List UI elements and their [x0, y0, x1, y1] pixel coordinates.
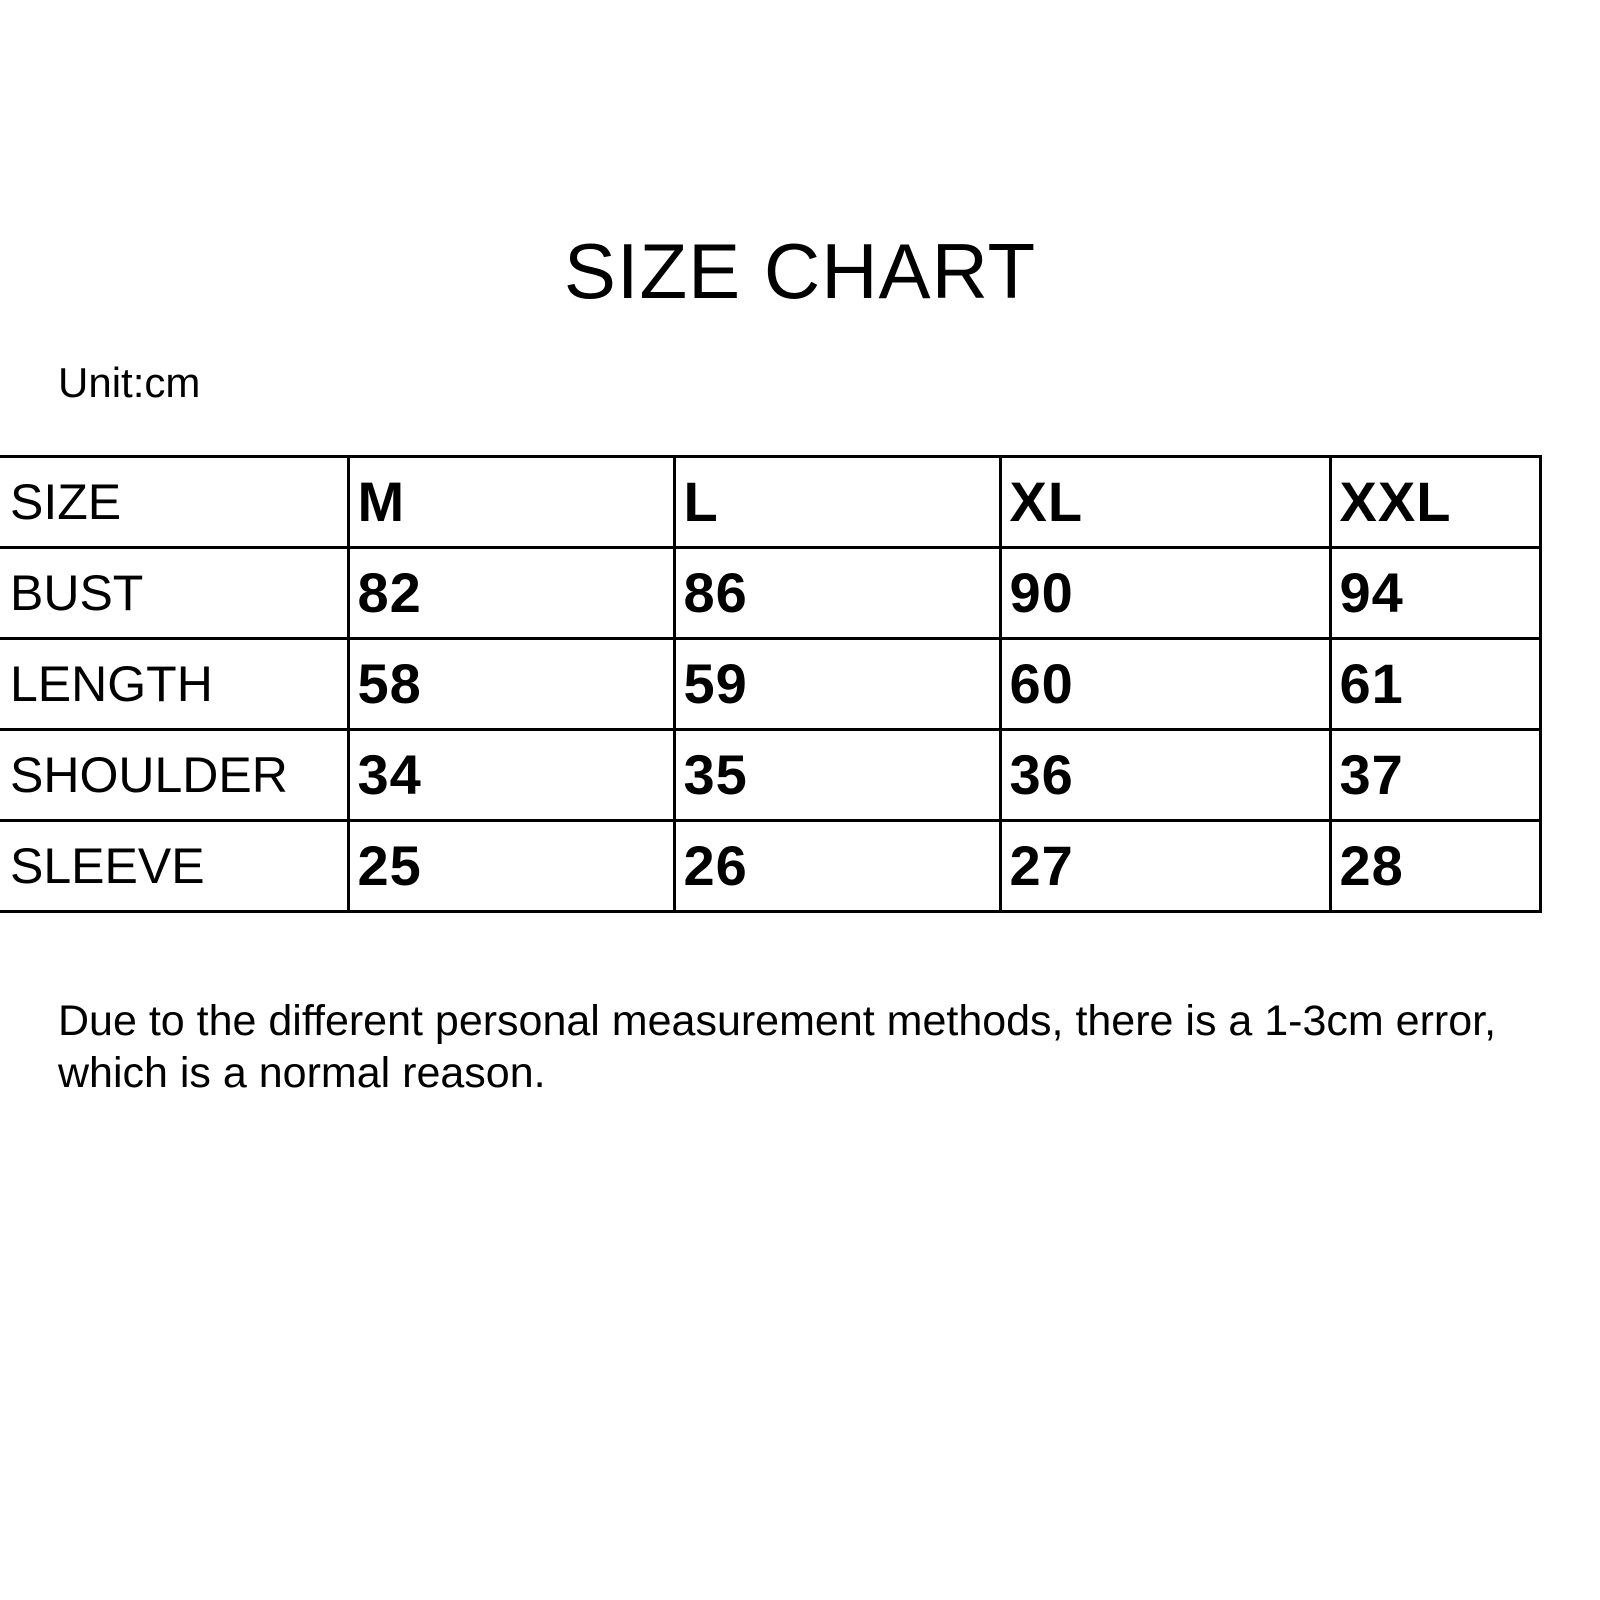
cell-text: SHOULDER — [10, 747, 288, 803]
row-header-length — [0, 639, 348, 730]
cell-text: 27 — [1009, 834, 1074, 897]
table-row — [0, 639, 1540, 730]
cell-text: L — [683, 470, 719, 533]
table-cell — [348, 457, 674, 548]
cell-text: 82 — [357, 561, 422, 624]
cell-text: 28 — [1339, 834, 1404, 897]
cell-text: 90 — [1009, 561, 1074, 624]
size-chart-table-wrapper — [0, 455, 1540, 913]
table-cell — [1000, 457, 1330, 548]
table-row — [0, 821, 1540, 912]
table-cell — [674, 821, 1000, 912]
cell-text: 94 — [1339, 561, 1404, 624]
cell-text: 59 — [683, 652, 748, 715]
table-cell — [1330, 730, 1540, 821]
table-cell — [1000, 548, 1330, 639]
cell-text: LENGTH — [10, 656, 213, 712]
table-cell — [1000, 639, 1330, 730]
table-row — [0, 548, 1540, 639]
cell-text: 25 — [357, 834, 422, 897]
cell-text: SLEEVE — [10, 838, 205, 894]
table-row — [0, 457, 1540, 548]
size-chart-table — [0, 455, 1542, 913]
cell-text: BUST — [10, 565, 144, 621]
cell-text: XXL — [1339, 470, 1452, 533]
cell-text: M — [357, 470, 406, 533]
table-cell — [348, 639, 674, 730]
table-cell — [674, 457, 1000, 548]
cell-text: 86 — [683, 561, 748, 624]
cell-text: 58 — [357, 652, 422, 715]
table-cell — [348, 548, 674, 639]
table-cell — [1330, 821, 1540, 912]
table-cell — [1330, 639, 1540, 730]
page-title: SIZE CHART — [563, 227, 1037, 315]
table-cell — [674, 639, 1000, 730]
table-row — [0, 730, 1540, 821]
measurement-note: Due to the different personal measurement methods, there is a 1-3cm error, which is a normal reason. — [58, 997, 1497, 1098]
cell-text: 61 — [1339, 652, 1404, 715]
table-cell — [1330, 548, 1540, 639]
table-cell — [1330, 457, 1540, 548]
cell-text: 37 — [1339, 743, 1404, 806]
table-cell — [1000, 730, 1330, 821]
row-header-size — [0, 457, 348, 548]
row-header-bust — [0, 548, 348, 639]
cell-text: SIZE — [10, 474, 122, 530]
cell-text: 36 — [1009, 743, 1074, 806]
table-cell — [674, 730, 1000, 821]
table-cell — [674, 548, 1000, 639]
table-cell — [348, 821, 674, 912]
cell-text: 34 — [357, 743, 422, 806]
unit-label: Unit:cm — [58, 359, 201, 406]
row-header-shoulder — [0, 730, 348, 821]
cell-text: 60 — [1009, 652, 1074, 715]
cell-text: 35 — [683, 743, 748, 806]
cell-text: XL — [1009, 470, 1084, 533]
table-cell — [1000, 821, 1330, 912]
row-header-sleeve — [0, 821, 348, 912]
cell-text: 26 — [683, 834, 748, 897]
table-cell — [348, 730, 674, 821]
